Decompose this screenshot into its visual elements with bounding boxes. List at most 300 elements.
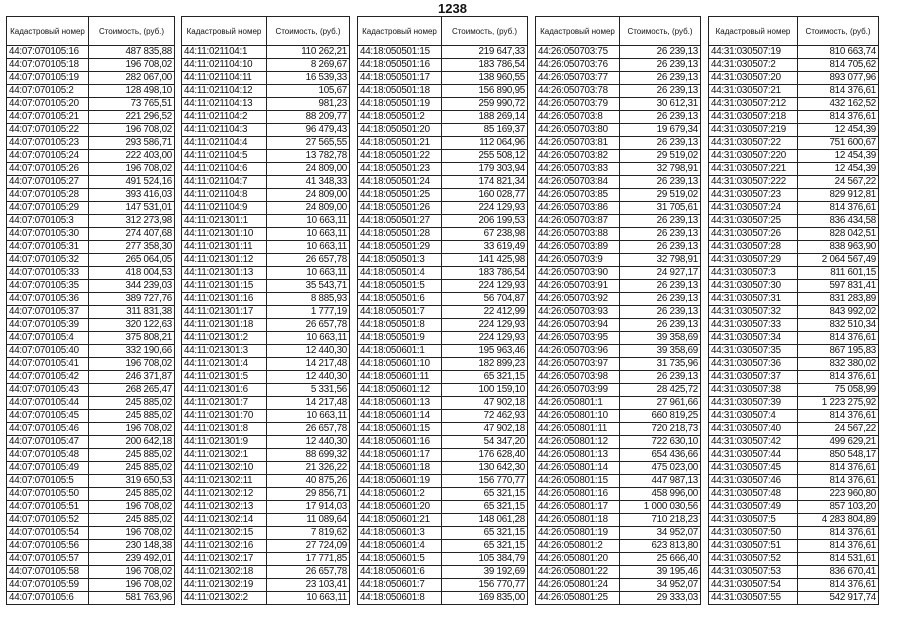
cadastral-number-cell: 44:18:050601:6 <box>358 566 442 579</box>
table-row <box>182 319 350 332</box>
cost-cell: 597 831,41 <box>798 280 879 293</box>
column-header-number: Кадастровый номер <box>536 17 620 46</box>
table-row <box>182 202 350 215</box>
cadastral-number-cell: 44:31:030507:34 <box>709 332 798 345</box>
cost-cell: 255 508,12 <box>442 150 528 163</box>
cadastral-number-cell: 44:26:050703:86 <box>536 202 620 215</box>
cost-cell: 1 000 030,56 <box>620 501 701 514</box>
cadastral-number-cell: 44:07:070105:46 <box>7 423 89 436</box>
table-row <box>182 566 350 579</box>
cost-cell: 320 122,63 <box>89 319 175 332</box>
table-row <box>536 59 701 72</box>
table-row <box>182 241 350 254</box>
table-row <box>7 254 175 267</box>
cost-cell: 223 960,80 <box>798 488 879 501</box>
table-row <box>358 436 528 449</box>
cost-cell: 239 492,01 <box>89 553 175 566</box>
cost-cell: 17 771,85 <box>267 553 350 566</box>
cadastral-number-cell: 44:11:021301:4 <box>182 358 267 371</box>
cadastral-number-cell: 44:11:021104:6 <box>182 163 267 176</box>
table-row <box>182 397 350 410</box>
cadastral-number-cell: 44:18:050601:18 <box>358 462 442 475</box>
table-row <box>7 124 175 137</box>
cadastral-number-cell: 44:31:030507:5 <box>709 514 798 527</box>
cost-cell: 319 650,53 <box>89 475 175 488</box>
cost-cell: 156 890,95 <box>442 85 528 98</box>
table-row <box>182 293 350 306</box>
table-row <box>358 332 528 345</box>
table-row <box>7 540 175 553</box>
table-row <box>182 410 350 423</box>
cadastral-number-cell: 44:26:050703:92 <box>536 293 620 306</box>
table-row <box>358 319 528 332</box>
cost-cell: 65 321,15 <box>442 540 528 553</box>
cost-cell: 16 539,33 <box>267 72 350 85</box>
cadastral-number-cell: 44:18:050501:7 <box>358 306 442 319</box>
cadastral-number-cell: 44:18:050601:11 <box>358 371 442 384</box>
column-header-cost: Стоимость, (руб.) <box>89 17 175 46</box>
table-row <box>536 397 701 410</box>
table-row <box>709 254 879 267</box>
table-row <box>536 488 701 501</box>
table-row <box>182 514 350 527</box>
cadastral-number-cell: 44:26:050801:2 <box>536 540 620 553</box>
cost-cell: 105 384,79 <box>442 553 528 566</box>
cost-cell: 710 218,23 <box>620 514 701 527</box>
cost-cell: 176 628,40 <box>442 449 528 462</box>
cadastral-number-cell: 44:26:050801:13 <box>536 449 620 462</box>
cost-cell: 183 786,54 <box>442 59 528 72</box>
cadastral-number-cell: 44:18:050501:19 <box>358 98 442 111</box>
cadastral-number-cell: 44:31:030507:49 <box>709 501 798 514</box>
cadastral-number-cell: 44:31:030507:25 <box>709 215 798 228</box>
cadastral-number-cell: 44:18:050601:1 <box>358 345 442 358</box>
cadastral-number-cell: 44:07:070105:47 <box>7 436 89 449</box>
table-row <box>358 85 528 98</box>
cadastral-number-cell: 44:26:050703:88 <box>536 228 620 241</box>
cadastral-number-cell: 44:31:030507:29 <box>709 254 798 267</box>
cost-cell: 29 519,02 <box>620 150 701 163</box>
cost-cell: 12 440,30 <box>267 345 350 358</box>
table-row <box>7 566 175 579</box>
table-row <box>7 111 175 124</box>
cadastral-number-cell: 44:18:050601:12 <box>358 384 442 397</box>
cost-cell: 814 531,61 <box>798 553 879 566</box>
cost-cell: 981,23 <box>267 98 350 111</box>
table-row <box>182 436 350 449</box>
cadastral-number-cell: 44:11:021301:9 <box>182 436 267 449</box>
cadastral-number-cell: 44:26:050703:81 <box>536 137 620 150</box>
cost-cell: 65 321,15 <box>442 488 528 501</box>
cadastral-number-cell: 44:11:021302:2 <box>182 592 267 605</box>
cost-cell: 24 567,22 <box>798 176 879 189</box>
table-row <box>182 176 350 189</box>
cost-cell: 7 819,62 <box>267 527 350 540</box>
cadastral-number-cell: 44:18:050601:16 <box>358 436 442 449</box>
cost-cell: 389 727,76 <box>89 293 175 306</box>
cadastral-number-cell: 44:11:021301:10 <box>182 228 267 241</box>
cadastral-number-cell: 44:07:070105:33 <box>7 267 89 280</box>
table-row <box>709 150 879 163</box>
cost-cell: 96 479,43 <box>267 124 350 137</box>
cadastral-number-cell: 44:18:050601:7 <box>358 579 442 592</box>
table-row <box>536 85 701 98</box>
table-row <box>7 410 175 423</box>
cost-cell: 814 705,62 <box>798 59 879 72</box>
cadastral-number-cell: 44:26:050703:76 <box>536 59 620 72</box>
cost-cell: 751 600,67 <box>798 137 879 150</box>
cost-cell: 183 786,54 <box>442 267 528 280</box>
cadastral-number-cell: 44:26:050801:1 <box>536 397 620 410</box>
cost-cell: 393 416,03 <box>89 189 175 202</box>
cadastral-number-cell: 44:31:030507:221 <box>709 163 798 176</box>
table-row <box>536 124 701 137</box>
table-row <box>7 137 175 150</box>
cost-cell: 65 321,15 <box>442 527 528 540</box>
cadastral-number-cell: 44:18:050601:15 <box>358 423 442 436</box>
cadastral-number-cell: 44:31:030507:54 <box>709 579 798 592</box>
table-row <box>709 488 879 501</box>
cost-cell: 850 548,17 <box>798 449 879 462</box>
cadastral-number-cell: 44:11:021301:13 <box>182 267 267 280</box>
cost-cell: 196 708,02 <box>89 423 175 436</box>
cadastral-number-cell: 44:31:030507:40 <box>709 423 798 436</box>
cadastral-table <box>708 16 879 605</box>
cost-cell: 8 885,93 <box>267 293 350 306</box>
cost-cell: 1 777,19 <box>267 306 350 319</box>
column-header-number: Кадастровый номер <box>709 17 798 46</box>
cadastral-number-cell: 44:07:070105:6 <box>7 592 89 605</box>
table-row <box>536 241 701 254</box>
cost-cell: 274 407,68 <box>89 228 175 241</box>
table-row <box>709 85 879 98</box>
table-row <box>358 579 528 592</box>
table-row <box>358 449 528 462</box>
cost-cell: 54 347,20 <box>442 436 528 449</box>
table-row <box>7 358 175 371</box>
cadastral-number-cell: 44:18:050501:17 <box>358 72 442 85</box>
table-row <box>358 293 528 306</box>
table-row <box>536 163 701 176</box>
cadastral-number-cell: 44:07:070105:57 <box>7 553 89 566</box>
table-row <box>182 163 350 176</box>
table-row <box>7 553 175 566</box>
table-row <box>709 59 879 72</box>
table-row <box>536 371 701 384</box>
cost-cell: 26 239,13 <box>620 59 701 72</box>
cost-cell: 838 963,90 <box>798 241 879 254</box>
cost-cell: 1 223 275,92 <box>798 397 879 410</box>
table-row <box>358 137 528 150</box>
cadastral-number-cell: 44:26:050801:24 <box>536 579 620 592</box>
table-row <box>709 540 879 553</box>
cost-cell: 174 821,34 <box>442 176 528 189</box>
cadastral-number-cell: 44:07:070105:56 <box>7 540 89 553</box>
cadastral-number-cell: 44:11:021104:4 <box>182 137 267 150</box>
cadastral-number-cell: 44:26:050703:93 <box>536 306 620 319</box>
column-header-number: Кадастровый номер <box>7 17 89 46</box>
cost-cell: 156 770,77 <box>442 579 528 592</box>
cadastral-number-cell: 44:26:050703:94 <box>536 319 620 332</box>
cost-cell: 24 809,00 <box>267 189 350 202</box>
table-row <box>7 371 175 384</box>
cadastral-number-cell: 44:07:070105:39 <box>7 319 89 332</box>
table-row <box>709 423 879 436</box>
cost-cell: 26 239,13 <box>620 371 701 384</box>
cadastral-number-cell: 44:07:070105:23 <box>7 137 89 150</box>
cost-cell: 26 239,13 <box>620 176 701 189</box>
cadastral-number-cell: 44:18:050501:16 <box>358 59 442 72</box>
cadastral-number-cell: 44:18:050501:15 <box>358 46 442 59</box>
cadastral-number-cell: 44:11:021301:17 <box>182 306 267 319</box>
table-row <box>709 72 879 85</box>
cadastral-number-cell: 44:11:021104:2 <box>182 111 267 124</box>
cadastral-number-cell: 44:31:030507:50 <box>709 527 798 540</box>
table-row <box>709 579 879 592</box>
table-row <box>709 566 879 579</box>
cost-cell: 487 835,88 <box>89 46 175 59</box>
cadastral-number-cell: 44:18:050501:2 <box>358 111 442 124</box>
cadastral-number-cell: 44:26:050703:82 <box>536 150 620 163</box>
cost-cell: 32 798,91 <box>620 163 701 176</box>
cost-cell: 623 813,80 <box>620 540 701 553</box>
cadastral-number-cell: 44:26:050703:96 <box>536 345 620 358</box>
table-row <box>182 150 350 163</box>
cadastral-number-cell: 44:26:050703:87 <box>536 215 620 228</box>
cadastral-number-cell: 44:26:050703:90 <box>536 267 620 280</box>
table-row <box>536 293 701 306</box>
cost-cell: 26 239,13 <box>620 280 701 293</box>
table-row <box>182 540 350 553</box>
table-row <box>358 462 528 475</box>
cadastral-number-cell: 44:07:070105:26 <box>7 163 89 176</box>
table-row <box>358 371 528 384</box>
cost-cell: 88 209,77 <box>267 111 350 124</box>
table-row <box>182 475 350 488</box>
table-row <box>7 150 175 163</box>
cost-cell: 2 064 567,49 <box>798 254 879 267</box>
column-header-cost: Стоимость, (руб.) <box>798 17 879 46</box>
table-row <box>358 176 528 189</box>
table-row <box>536 228 701 241</box>
cost-cell: 179 303,94 <box>442 163 528 176</box>
cadastral-number-cell: 44:18:050501:28 <box>358 228 442 241</box>
cadastral-number-cell: 44:18:050601:13 <box>358 397 442 410</box>
cost-cell: 39 192,69 <box>442 566 528 579</box>
cadastral-number-cell: 44:07:070105:43 <box>7 384 89 397</box>
cost-cell: 65 321,15 <box>442 371 528 384</box>
cadastral-number-cell: 44:11:021301:1 <box>182 215 267 228</box>
table-row <box>182 254 350 267</box>
cost-cell: 13 782,78 <box>267 150 350 163</box>
cadastral-number-cell: 44:11:021104:8 <box>182 189 267 202</box>
cadastral-number-cell: 44:31:030507:220 <box>709 150 798 163</box>
cadastral-number-cell: 44:31:030507:32 <box>709 306 798 319</box>
table-row <box>358 98 528 111</box>
cost-cell: 26 239,13 <box>620 319 701 332</box>
cadastral-table <box>181 16 350 605</box>
cost-cell: 10 663,11 <box>267 332 350 345</box>
cadastral-table <box>535 16 701 605</box>
table-row <box>182 215 350 228</box>
cost-cell: 26 239,13 <box>620 228 701 241</box>
cost-cell: 432 162,52 <box>798 98 879 111</box>
cost-cell: 160 028,77 <box>442 189 528 202</box>
cadastral-number-cell: 44:18:050501:4 <box>358 267 442 280</box>
cadastral-number-cell: 44:11:021302:19 <box>182 579 267 592</box>
cost-cell: 65 321,15 <box>442 501 528 514</box>
cadastral-number-cell: 44:31:030507:36 <box>709 358 798 371</box>
cost-cell: 312 273,98 <box>89 215 175 228</box>
cadastral-number-cell: 44:11:021301:16 <box>182 293 267 306</box>
cost-cell: 105,67 <box>267 85 350 98</box>
cadastral-number-cell: 44:26:050703:9 <box>536 254 620 267</box>
cadastral-number-cell: 44:26:050801:22 <box>536 566 620 579</box>
cost-cell: 27 565,55 <box>267 137 350 150</box>
cadastral-number-cell: 44:31:030507:23 <box>709 189 798 202</box>
cost-cell: 169 835,00 <box>442 592 528 605</box>
cost-cell: 293 586,71 <box>89 137 175 150</box>
table-row <box>358 163 528 176</box>
table-row <box>536 137 701 150</box>
cost-cell: 26 239,13 <box>620 137 701 150</box>
cost-cell: 14 217,48 <box>267 358 350 371</box>
table-row <box>7 202 175 215</box>
column-header-number: Кадастровый номер <box>358 17 442 46</box>
table-row <box>182 267 350 280</box>
cost-cell: 56 704,87 <box>442 293 528 306</box>
table-row <box>536 189 701 202</box>
table-row <box>358 566 528 579</box>
cost-cell: 19 679,34 <box>620 124 701 137</box>
cost-cell: 836 434,58 <box>798 215 879 228</box>
cadastral-number-cell: 44:26:050703:8 <box>536 111 620 124</box>
cadastral-number-cell: 44:07:070105:27 <box>7 176 89 189</box>
cadastral-number-cell: 44:26:050801:17 <box>536 501 620 514</box>
cost-cell: 14 217,48 <box>267 397 350 410</box>
cost-cell: 259 990,72 <box>442 98 528 111</box>
cadastral-number-cell: 44:07:070105:48 <box>7 449 89 462</box>
cost-cell: 27 961,66 <box>620 397 701 410</box>
table-row <box>709 293 879 306</box>
cadastral-number-cell: 44:07:070105:45 <box>7 410 89 423</box>
table-row <box>709 202 879 215</box>
cost-cell: 33 619,49 <box>442 241 528 254</box>
cost-cell: 29 333,03 <box>620 592 701 605</box>
cost-cell: 332 190,66 <box>89 345 175 358</box>
cadastral-number-cell: 44:07:070105:51 <box>7 501 89 514</box>
cadastral-number-cell: 44:18:050501:9 <box>358 332 442 345</box>
cost-cell: 814 376,61 <box>798 202 879 215</box>
cost-cell: 811 601,15 <box>798 267 879 280</box>
cadastral-number-cell: 44:07:070105:54 <box>7 527 89 540</box>
table-row <box>7 397 175 410</box>
table-row <box>536 150 701 163</box>
cadastral-number-cell: 44:07:070105:37 <box>7 306 89 319</box>
table-row <box>182 46 350 59</box>
cadastral-number-cell: 44:18:050601:3 <box>358 527 442 540</box>
table-row <box>7 462 175 475</box>
table-row <box>709 306 879 319</box>
cost-cell: 39 358,69 <box>620 345 701 358</box>
table-row <box>182 384 350 397</box>
table-row <box>709 228 879 241</box>
cadastral-number-cell: 44:11:021301:15 <box>182 280 267 293</box>
cost-cell: 26 657,78 <box>267 566 350 579</box>
cadastral-number-cell: 44:31:030507:52 <box>709 553 798 566</box>
cost-cell: 265 064,05 <box>89 254 175 267</box>
cadastral-number-cell: 44:26:050703:85 <box>536 189 620 202</box>
cost-cell: 195 963,46 <box>442 345 528 358</box>
table-row <box>709 241 879 254</box>
table-row <box>709 176 879 189</box>
cost-cell: 4 283 804,89 <box>798 514 879 527</box>
cadastral-number-cell: 44:31:030507:219 <box>709 124 798 137</box>
cost-cell: 188 269,14 <box>442 111 528 124</box>
table-row <box>182 137 350 150</box>
table-row <box>182 579 350 592</box>
table-row <box>536 553 701 566</box>
cost-cell: 230 148,38 <box>89 540 175 553</box>
cost-cell: 26 239,13 <box>620 72 701 85</box>
cost-cell: 828 042,51 <box>798 228 879 241</box>
table-row <box>7 306 175 319</box>
table-row <box>358 189 528 202</box>
cost-cell: 41 348,33 <box>267 176 350 189</box>
table-row <box>182 306 350 319</box>
cadastral-number-cell: 44:31:030507:26 <box>709 228 798 241</box>
table-row <box>536 254 701 267</box>
table-row <box>536 436 701 449</box>
cadastral-number-cell: 44:31:030507:21 <box>709 85 798 98</box>
table-row <box>536 176 701 189</box>
cadastral-number-cell: 44:11:021104:5 <box>182 150 267 163</box>
cost-cell: 141 425,98 <box>442 254 528 267</box>
cadastral-number-cell: 44:11:021301:8 <box>182 423 267 436</box>
cost-cell: 245 885,02 <box>89 488 175 501</box>
column-header-cost: Стоимость, (руб.) <box>267 17 350 46</box>
cadastral-number-cell: 44:31:030507:30 <box>709 280 798 293</box>
cadastral-number-cell: 44:11:021104:12 <box>182 85 267 98</box>
cadastral-number-cell: 44:31:030507:46 <box>709 475 798 488</box>
cost-cell: 110 262,21 <box>267 46 350 59</box>
cadastral-number-cell: 44:31:030507:4 <box>709 410 798 423</box>
cost-cell: 344 239,03 <box>89 280 175 293</box>
cost-cell: 222 403,00 <box>89 150 175 163</box>
table-row <box>182 462 350 475</box>
cost-cell: 814 376,61 <box>798 527 879 540</box>
cost-cell: 40 875,26 <box>267 475 350 488</box>
table-row <box>536 72 701 85</box>
cost-cell: 12 440,30 <box>267 371 350 384</box>
cadastral-number-cell: 44:18:050601:5 <box>358 553 442 566</box>
cadastral-number-cell: 44:07:070105:5 <box>7 475 89 488</box>
cadastral-number-cell: 44:11:021301:70 <box>182 410 267 423</box>
table-row <box>7 384 175 397</box>
cadastral-number-cell: 44:31:030507:31 <box>709 293 798 306</box>
cost-cell: 73 765,51 <box>89 98 175 111</box>
cost-cell: 654 436,66 <box>620 449 701 462</box>
table-row <box>709 371 879 384</box>
cost-cell: 32 798,91 <box>620 254 701 267</box>
column-header-cost: Стоимость, (руб.) <box>442 17 528 46</box>
table-row <box>709 592 879 605</box>
table-row <box>358 345 528 358</box>
cost-cell: 200 642,18 <box>89 436 175 449</box>
table-row <box>182 98 350 111</box>
cadastral-number-cell: 44:26:050703:89 <box>536 241 620 254</box>
cost-cell: 24 927,17 <box>620 267 701 280</box>
